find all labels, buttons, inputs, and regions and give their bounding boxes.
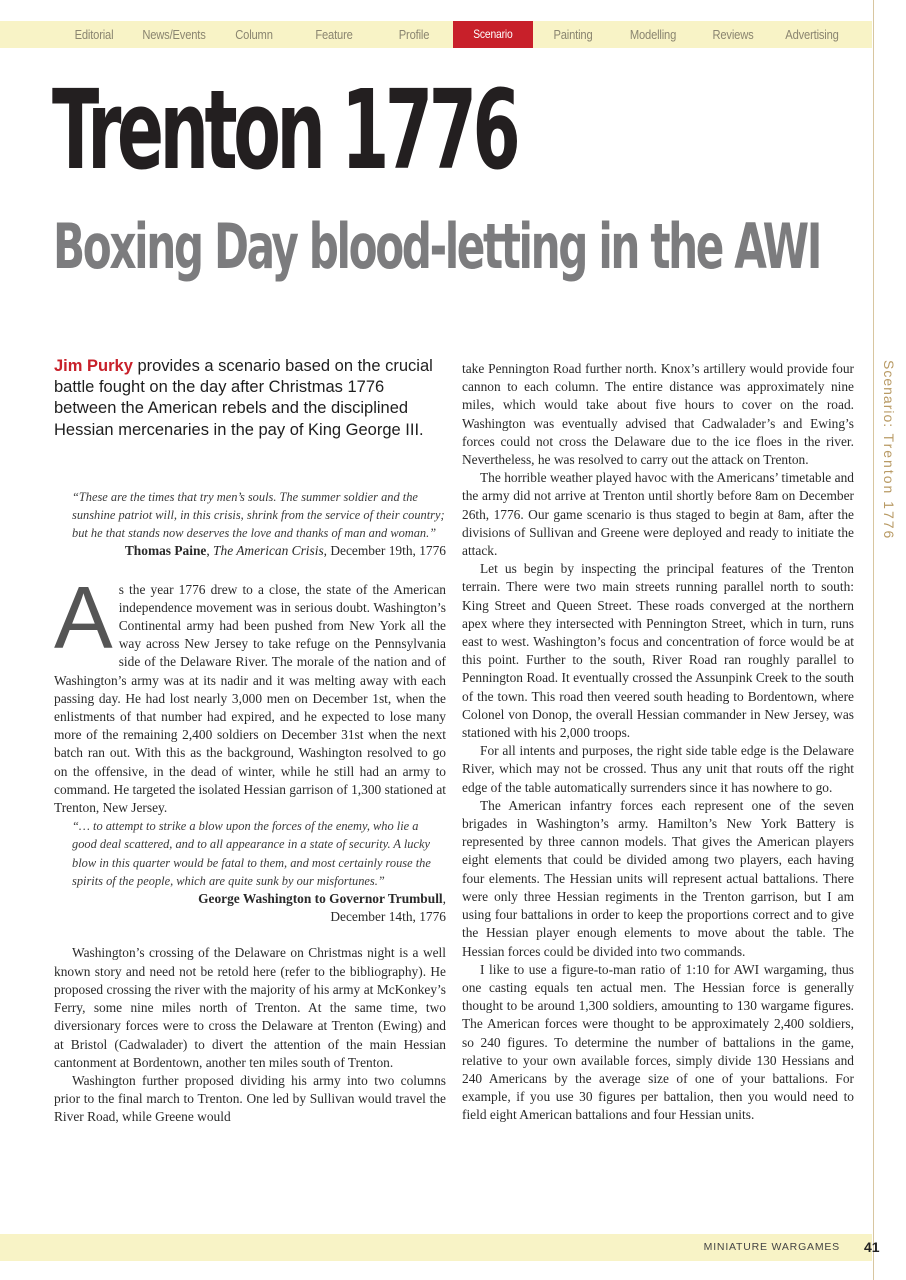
nav-item-painting[interactable]: Painting	[553, 27, 593, 42]
standfirst	[54, 356, 446, 441]
nav-item-profile[interactable]: Profile	[398, 27, 430, 42]
paragraph-terrain: Let us begin by inspecting the principal features of the Trenton terrain. There were two main streets running parallel north to south: King Street and Queen Street. These roads converged at the northern apex where they intersected with Pennington Street, which in turn, runs east to west. Washington’s focus and concentration of force would be at this point. Further to the south, River Road ran roughly parallel to Pennington Road. It eventually crossed the Assunpink Creek to the south of the town. This road then veered south heading to Bordentown, where Colonel von Donop, the overall Hessian commander in New Jersey, was stationed with his 2,000 troops.	[462, 561, 854, 741]
left-body-text	[54, 944, 446, 1126]
nav-item-feature[interactable]: Feature	[315, 27, 353, 42]
left-column	[54, 356, 446, 1127]
standfirst-author: Jim Purky	[54, 357, 133, 375]
nav-item-column[interactable]: Column	[235, 27, 273, 42]
nav-item-advertising[interactable]: Advertising	[785, 27, 839, 42]
quote-washington-date: December 14th, 1776	[330, 909, 446, 925]
running-head-section: Scenario:	[881, 360, 897, 429]
running-head-vertical	[878, 360, 898, 541]
nav-item-reviews[interactable]: Reviews	[712, 27, 754, 42]
right-margin-rule	[873, 0, 874, 1280]
epigraph-paine-attribution: Thomas Paine, The American Crisis, December 19th, 1776	[124, 543, 446, 559]
epigraph-paine: “These are the times that try men’s souls. The summer soldier and the sunshine patriot will, in this crisis, shrink from the service of their country; but he that stands now deserves the love and thanks of man and woman.”	[72, 489, 445, 541]
article-subtitle: Boxing Day blood-letting in the AWI	[53, 210, 821, 283]
paragraph-columns: Washington further proposed dividing his army into two columns prior to the final march to Trenton. One led by Sullivan would travel the River Road, while Greene would	[54, 1072, 446, 1125]
paragraph-forces: The American infantry forces each represent one of the seven brigades in Washington’s army. Hamilton’s New York Battery is represented by three cannon models. That gives the American players eight elements that could be divided among two players, each having four elements. The Hessian units will represent actual battalions. There were only three Hessian regiments in the Trenton garrison, but I am using four battalions in order to keep the proportions correct and to give the Hessian player enough elements to move about the table. The Hessian forces could be divided into two commands.	[462, 797, 854, 959]
nav-item-modelling[interactable]: Modelling	[629, 27, 677, 42]
footer-magazine-name: MINIATURE WARGAMES	[703, 1241, 840, 1253]
paragraph-continuation: take Pennington Road further north. Knox’s artillery would provide four cannon to each column. The entire distance was approximately nine miles, which would take about five hours to cover on the road. Washington was eventually advised that Cadwalader’s and Ewing’s forces could not cross the Delaware due to the ice floes in the river. Nevertheless, he was resolved to carry out the attack on Trenton.	[462, 361, 854, 468]
epigraph-paine-date: , December 19th, 1776	[323, 543, 446, 559]
nav-item-scenario[interactable]	[453, 21, 533, 48]
article-title: Trenton 1776	[52, 66, 517, 194]
quote-washington: “… to attempt to strike a blow upon the forces of the enemy, who lie a good deal scattered, and to all appearance in a state of security. A lucky blow in this quarter would be fatal to them, and most certainly rouse the spirits of the people, which are quite sunk by our misfortunes.”	[72, 819, 431, 888]
running-head-text	[881, 360, 897, 540]
standfirst-text: provides a scenario based on the crucial battle fought on the day after Christmas 1776 between the American rebels and the disciplined Hessian mercenaries in the pay of King George III.	[54, 357, 433, 439]
drop-cap: A	[54, 567, 113, 667]
page-number: 41	[864, 1239, 880, 1255]
section-nav-bar	[0, 21, 872, 48]
page-footer	[0, 1234, 872, 1261]
nav-item-editorial[interactable]: Editorial	[74, 27, 114, 42]
right-column	[462, 360, 854, 1125]
nav-item-news-events[interactable]: News/Events	[142, 27, 206, 42]
intro-paragraph	[54, 567, 446, 818]
paragraph-crossing: Washington’s crossing of the Delaware on Christmas night is a well known story and need not be retold here (refer to the bibliography). He proposed crossing the river with the majority of his army at McKonkey’s Ferry, some nine miles north of Trenton. At the same time, two diversionary forces were to cross the Delaware at Trenton (Ewing) and at Bristol (Cadwalader) to divert the attention of the main Hessian cantonment at Bordentown, another ten miles south of Trenton.	[54, 945, 446, 1070]
epigraph-paine-author: Thomas Paine	[124, 543, 207, 559]
paragraph-table-edge: For all intents and purposes, the right side table edge is the Delaware River, which may not be crossed. Thus any unit that routs off the right edge of the table automatically surrenders since it has nowhere to go.	[462, 743, 854, 795]
epigraph-paine-work: The American Crisis	[213, 543, 324, 559]
quote-washington-author-name: George Washington to Governor Trumbull	[198, 891, 443, 907]
intro-text: s the year 1776 drew to a close, the state of the American independence movement was in serious doubt. Washington’s Continental army had been pushed from New York all the way across New Jersey to take refuge on the Pennsylvania side of the Delaware River. The morale of the nation and of Washington’s army was at its nadir and it was melting away with each passing day. He had lost nearly 3,000 men on December 1st, when the enlistments of that number had expired, and he expected to lose many more of the remaining 2,400 soldiers on December 31st when the next batch ran out. With this as the background, Washington resolved to go on the offensive, in the dead of winter, while he still had an army to command. He targeted the isolated Hessian garrison of 1,300 stationed at Trenton, New Jersey.	[54, 581, 446, 816]
nav-item-scenario-label: Scenario	[473, 27, 513, 41]
right-body-text	[462, 360, 854, 1125]
running-head-title: Trenton 1776	[881, 433, 897, 541]
paragraph-ratio: I like to use a figure-to-man ratio of 1:10 for AWI wargaming, thus one casting equals ten actual men. The Hessian force is generally thought to be around 1,300 soldiers, amounting to 130 wargame figures. The American forces were thought to be approximately 2,400 soldiers, so 240 figures. To determine the number of battalions in the game, relative to your own available forces, simply divide 130 Hessians and 240 Americans by the average size of one of your battalions. For example, if you use 30 figures per battalion, then you would need to field eight American battalions and four Hessian units.	[462, 961, 854, 1123]
quote-washington-author: George Washington to Governor Trumbull,	[198, 891, 446, 907]
paragraph-weather: The horrible weather played havoc with the Americans’ timetable and the army did not arrive at Trenton until shortly before 8am on December 26th, 1776. Our game scenario is thus staged to begin at 8am, after the divisions of Sullivan and Greene were deployed and ready to initiate the attack.	[462, 470, 854, 559]
